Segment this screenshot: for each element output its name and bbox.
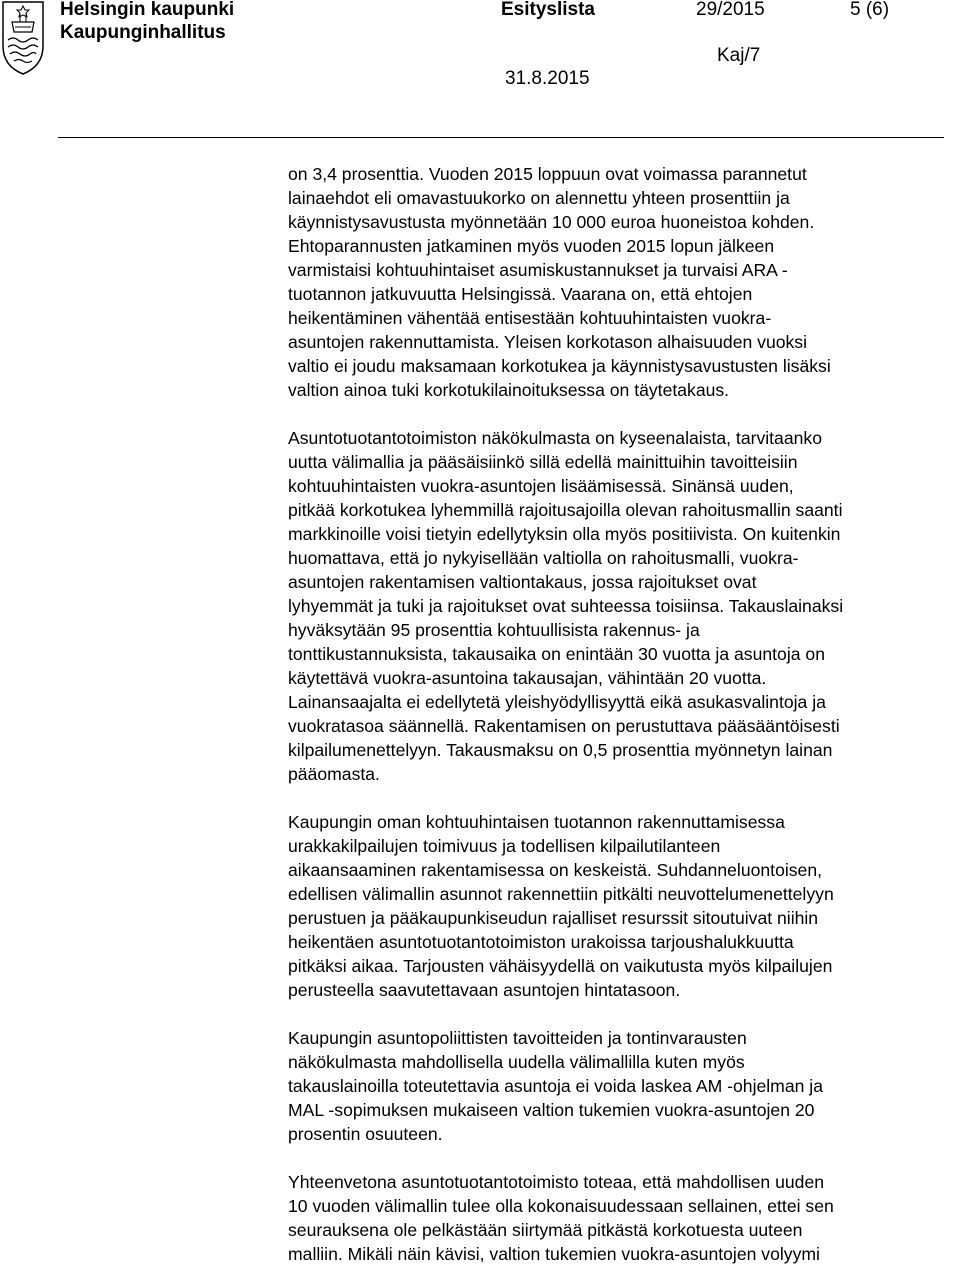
text-line: uutta välimallia ja pääsäisiinkö sillä edellä mainittuihin tavoitteisiin: [288, 452, 798, 472]
text-line: vuokratasoa säännellä. Rakentamisen on perustuttava pääsääntöisesti: [288, 716, 840, 736]
text-line: pääomasta.: [288, 764, 380, 784]
text-line: Kaupungin oman kohtuuhintaisen tuotannon rakennuttamisessa: [288, 812, 785, 832]
helsinki-crest-logo: [0, 0, 46, 76]
meeting-date: 31.8.2015: [505, 68, 590, 89]
text-line: takauslainoilla toteutettavia asuntoja ei voida laskea AM -ohjelman ja: [288, 1076, 823, 1096]
text-line: kilpailumenettelyyn. Takausmaksu on 0,5 prosenttia myönnetyn lainan: [288, 740, 833, 760]
text-line: heikentäminen vähentää entisestään kohtuuhintaisten vuokra-: [288, 308, 772, 328]
paragraph: [288, 426, 940, 786]
text-line: asuntojen rakennuttamista. Yleisen korkotason alhaisuuden vuoksi: [288, 332, 808, 352]
text-line: MAL -sopimuksen mukaiseen valtion tukemien vuokra-asuntojen 20: [288, 1100, 815, 1120]
document-body: [288, 162, 940, 1266]
department-name: Kaupunginhallitus: [60, 22, 226, 43]
agenda-item-code: Kaj/7: [717, 45, 761, 66]
text-line: prosentin osuuteen.: [288, 1124, 443, 1144]
text-line: Ehtoparannusten jatkaminen myös vuoden 2015 lopun jälkeen: [288, 236, 775, 256]
text-line: käynnistysavustusta myönnetään 10 000 euroa huoneistoa kohden.: [288, 212, 815, 232]
text-line: seurauksena ole pelkästään siirtymää pitkästä korkotuesta uuteen: [288, 1220, 803, 1240]
text-line: perusteella saavutettavaan asuntojen hintatasoon.: [288, 980, 681, 1000]
text-line: kohtuuhintaisten vuokra-asuntojen lisäämisessä. Sinänsä uuden,: [288, 476, 794, 496]
text-line: Lainansaajalta ei edellytetä yleishyödyllisyyttä eikä asukasvalintoja ja: [288, 692, 826, 712]
text-line: pitkää korkotukea lyhemmillä rajoitusajoilla olevan rahoitusmallin saanti: [288, 500, 843, 520]
text-line: asuntojen rakentamisen valtiontakaus, jossa rajoitukset ovat: [288, 572, 757, 592]
document-type: Esityslista: [501, 0, 595, 20]
text-line: lainaehdot eli omavastuukorko on alennettu yhteen prosenttiin ja: [288, 188, 790, 208]
text-line: 10 vuoden välimallin tulee olla kokonaisuudessaan sellainen, ettei sen: [288, 1196, 834, 1216]
text-line: heikentäen asuntotuotantotoimiston urakoissa tarjoushalukkuutta: [288, 932, 794, 952]
text-line: edellisen välimallin asunnot rakennettiin pitkälti neuvottelumenettelyyn: [288, 884, 834, 904]
text-line: Asuntotuotantotoimiston näkökulmasta on kyseenalaista, tarvitaanko: [288, 428, 822, 448]
text-line: urakkakilpailujen toimivuus ja todellisen kilpailutilanteen: [288, 836, 721, 856]
text-line: tuotannon jatkuvuutta Helsingissä. Vaarana on, että ehtojen: [288, 284, 753, 304]
page-indicator: 5 (6): [850, 0, 890, 20]
text-line: on 3,4 prosenttia. Vuoden 2015 loppuun ovat voimassa parannetut: [288, 164, 807, 184]
paragraph: [288, 1026, 940, 1146]
text-line: valtio ei joudu maksamaan korkotukea ja käynnistysavustusten lisäksi: [288, 356, 831, 376]
text-line: varmistaisi kohtuuhintaiset asumiskustannukset ja turvaisi ARA -: [288, 260, 788, 280]
header-divider: [58, 137, 944, 138]
text-line: aikaansaaminen rakentamisessa on keskeistä. Suhdanneluontoisen,: [288, 860, 823, 880]
text-line: hyväksytään 95 prosenttia kohtuullisista rakennus- ja: [288, 620, 700, 640]
text-line: markkinoille voisi tietyin edellytyksin olla myös positiivista. On kuitenkin: [288, 524, 841, 544]
text-line: näkökulmasta mahdollisella uudella välimallilla kuten myös: [288, 1052, 745, 1072]
text-line: malliin. Mikäli näin kävisi, valtion tukemien vuokra-asuntojen volyymi: [288, 1244, 820, 1264]
paragraph: [288, 162, 940, 402]
text-line: Kaupungin asuntopoliittisten tavoitteiden ja tontinvarausten: [288, 1028, 747, 1048]
text-line: perustuen ja pääkaupunkiseudun rajalliset resurssit sitoutuivat niihin: [288, 908, 819, 928]
paragraph: [288, 1170, 940, 1266]
text-line: tonttikustannuksista, takausaika on enintään 30 vuotta ja asuntoja on: [288, 644, 825, 664]
text-line: lyhyemmät ja tuki ja rajoitukset ovat suhteessa toisiinsa. Takauslainaksi: [288, 596, 844, 616]
text-line: pitkäksi aikaa. Tarjousten vähäisyydellä on vaikutusta myös kilpailujen: [288, 956, 833, 976]
text-line: käytettävä vuokra-asuntoina takausajan, vähintään 20 vuotta.: [288, 668, 767, 688]
text-line: huomattava, että jo nykyisellään valtiolla on rahoitusmalli, vuokra-: [288, 548, 799, 568]
document-number: 29/2015: [696, 0, 765, 20]
text-line: valtion ainoa tuki korkotukilainoituksessa on täytetakaus.: [288, 380, 730, 400]
paragraph: [288, 810, 940, 1002]
text-line: Yhteenvetona asuntotuotantotoimisto toteaa, että mahdollisen uuden: [288, 1172, 825, 1192]
organization-name: Helsingin kaupunki: [60, 0, 235, 20]
